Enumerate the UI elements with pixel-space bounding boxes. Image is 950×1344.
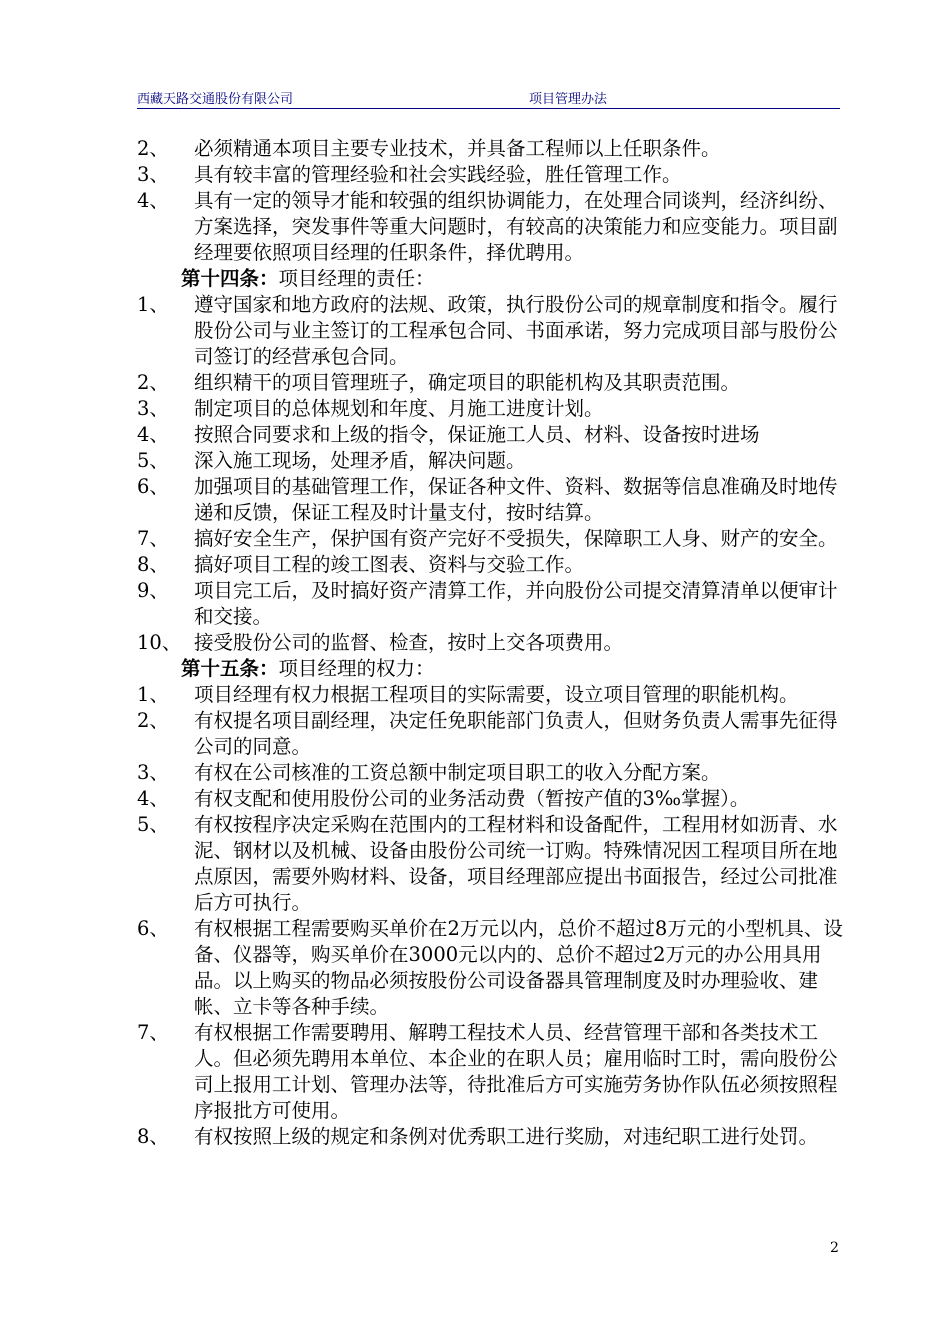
item-number: 7、 — [137, 1021, 169, 1044]
header-company: 西藏天路交通股份有限公司 — [137, 92, 294, 107]
item-text: 项目经理有权力根据工程项目的实际需要，设立项目管理的职能机构。 — [194, 683, 799, 706]
list-item — [137, 396, 849, 422]
item-number: 4、 — [137, 189, 169, 212]
item-number: 5、 — [137, 449, 169, 472]
list-item — [137, 526, 849, 552]
list-item — [137, 188, 849, 266]
item-text: 遵守国家和地方政府的法规、政策，执行股份公司的规章制度和指令。履行股份公司与业主签订的工程承包合同、书面承诺，努力完成项目部与股份公司签订的经营承包合同。 — [194, 293, 838, 368]
list-item — [137, 162, 849, 188]
item-number: 3、 — [137, 761, 169, 784]
section-label: 第十五条： — [181, 657, 279, 680]
item-number: 10、 — [137, 631, 182, 654]
section-title: 项目经理的权力： — [278, 657, 435, 680]
item-number: 4、 — [137, 423, 169, 446]
item-number: 1、 — [137, 683, 169, 706]
item-number: 6、 — [137, 917, 169, 940]
item-text: 必须精通本项目主要专业技术，并具备工程师以上任职条件。 — [194, 137, 721, 160]
section-title: 项目经理的责任： — [278, 267, 435, 290]
list-item — [137, 552, 849, 578]
item-text: 有权按程序决定采购在范围内的工程材料和设备配件，工程用材如沥青、水泥、钢材以及机械、设备由股份公司统一订购。特殊情况因工程项目所在地点原因，需要外购材料、设备，项目经理部应提出书面报告，经过公司批准后方可执行。 — [194, 813, 838, 914]
item-text: 按照合同要求和上级的指令，保证施工人员、材料、设备按时进场 — [194, 423, 760, 446]
list-item — [137, 760, 849, 786]
list-item — [137, 916, 849, 1020]
list-item — [137, 1124, 849, 1150]
item-text: 有权在公司核准的工资总额中制定项目职工的收入分配方案。 — [194, 761, 721, 784]
item-number: 4、 — [137, 787, 169, 810]
section-heading-14 — [137, 266, 849, 292]
item-text: 加强项目的基础管理工作，保证各种文件、资料、数据等信息准确及时地传递和反馈，保证工程及时计量支付，按时结算。 — [194, 475, 838, 524]
list-item — [137, 370, 849, 396]
list-item — [137, 1020, 849, 1124]
page-header — [137, 88, 840, 109]
item-text: 具有较丰富的管理经验和社会实践经验，胜任管理工作。 — [194, 163, 682, 186]
item-number: 2、 — [137, 709, 169, 732]
section-label: 第十四条： — [181, 267, 279, 290]
item-text: 制定项目的总体规划和年度、月施工进度计划。 — [194, 397, 604, 420]
item-text: 有权按照上级的规定和条例对优秀职工进行奖励，对违纪职工进行处罚。 — [194, 1125, 819, 1148]
item-number: 2、 — [137, 137, 169, 160]
list-item — [137, 292, 849, 370]
item-number: 6、 — [137, 475, 169, 498]
list-item — [137, 136, 849, 162]
section-heading-15 — [137, 656, 849, 682]
list-item — [137, 630, 849, 656]
item-number: 2、 — [137, 371, 169, 394]
item-number: 3、 — [137, 163, 169, 186]
list-item — [137, 474, 849, 526]
item-text: 组织精干的项目管理班子，确定项目的职能机构及其职责范围。 — [194, 371, 741, 394]
list-item — [137, 708, 849, 760]
item-text: 深入施工现场，处理矛盾，解决问题。 — [194, 449, 526, 472]
list-item — [137, 578, 849, 630]
list-item — [137, 422, 849, 448]
item-text: 有权支配和使用股份公司的业务活动费（暂按产值的3‰掌握）。 — [194, 787, 750, 810]
header-document-title: 项目管理办法 — [529, 92, 608, 107]
list-item — [137, 448, 849, 474]
item-number: 3、 — [137, 397, 169, 420]
item-text: 搞好项目工程的竣工图表、资料与交验工作。 — [194, 553, 585, 576]
item-text: 有权提名项目副经理，决定任免职能部门负责人，但财务负责人需事先征得公司的同意。 — [194, 709, 838, 758]
list-item — [137, 682, 849, 708]
item-text: 有权根据工作需要聘用、解聘工程技术人员、经营管理干部和各类技术工人。但必须先聘用本单位、本企业的在职人员；雇用临时工时，需向股份公司上报用工计划、管理办法等，待批准后方可实施劳务协作队伍必须按照程序报批方可使用。 — [194, 1021, 838, 1122]
item-text: 搞好安全生产，保护国有资产完好不受损失，保障职工人身、财产的安全。 — [194, 527, 838, 550]
item-text: 具有一定的领导才能和较强的组织协调能力，在处理合同谈判，经济纠纷、方案选择，突发事件等重大问题时，有较高的决策能力和应变能力。项目副经理要依照项目经理的任职条件，择优聘用。 — [194, 189, 838, 264]
item-number: 8、 — [137, 1125, 169, 1148]
item-number: 7、 — [137, 527, 169, 550]
list-item — [137, 786, 849, 812]
page-number: 2 — [830, 1240, 839, 1256]
document-body — [137, 136, 849, 1150]
item-text: 接受股份公司的监督、检查，按时上交各项费用。 — [194, 631, 624, 654]
item-number: 8、 — [137, 553, 169, 576]
item-number: 9、 — [137, 579, 169, 602]
item-number: 5、 — [137, 813, 169, 836]
item-text: 有权根据工程需要购买单价在2万元以内，总价不超过8万元的小型机具、设备、仪器等，购买单价在3000元以内的、总价不超过2万元的办公用具用品。以上购买的物品必须按股份公司设备器具管理制度及时办理验收、建帐、立卡等各种手续。 — [194, 917, 843, 1018]
item-text: 项目完工后，及时搞好资产清算工作，并向股份公司提交清算清单以便审计和交接。 — [194, 579, 838, 628]
item-number: 1、 — [137, 293, 169, 316]
list-item — [137, 812, 849, 916]
